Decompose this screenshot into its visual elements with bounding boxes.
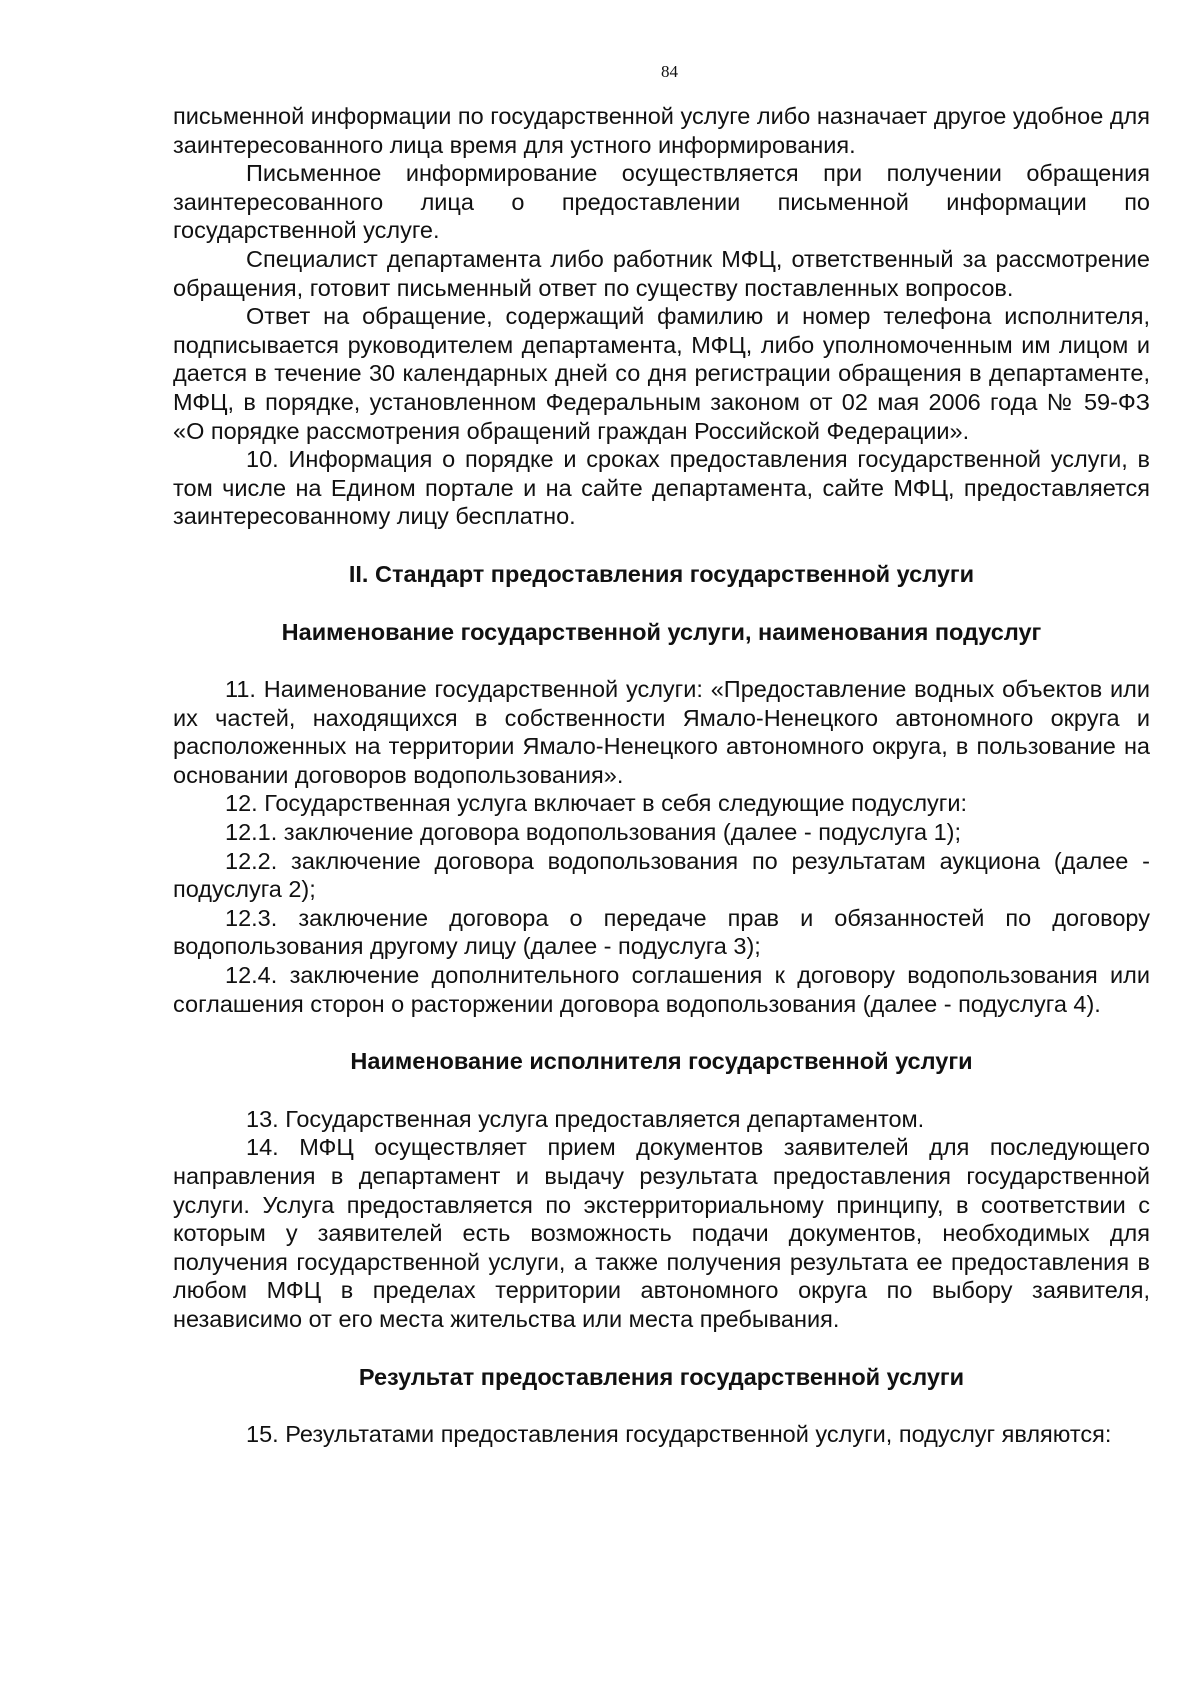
paragraph: 13. Государственная услуга предоставляется департаментом. (246, 1105, 925, 1132)
paragraph: 14. МФЦ осуществляет прием документов заявителей для последующего направления в департамент и выдачу результата предоставления государственной услуги. Услуга предоставляется по экстерриториальному принципу, в соответствии с которым у заявителей есть возможность подачи документов, необходимых для получения государственной услуги, а также получения результата ее предоставления в любом МФЦ в пределах территории автономного округа по выбору заявителя, независимо от его места жительства или места пребывания. (173, 1134, 1150, 1332)
list-item: 12.2. заключение договора водопользования по результатам аукциона (далее - подуслуга 2); (173, 847, 1150, 903)
paragraph: 10. Информация о порядке и сроках предоставления государственной услуги, в том числе на Едином портале и на сайте департамента, сайте МФЦ, предоставляется заинтересованному лицу бесплатно. (173, 446, 1150, 530)
paragraph: 11. Наименование государственной услуги: «Предоставление водных объектов или их частей, находящихся в собственности Ямало-Ненецкого автономного округа и расположенных на территории Ямало-Ненецкого автономного округа, в пользование на основании договоров водопользования». (173, 676, 1150, 788)
document-page (173, 62, 1150, 1449)
list-item: 12.3. заключение договора о передаче прав и обязанностей по договору водопользования другому лицу (далее - подуслуга 3); (173, 904, 1150, 960)
paragraph: Ответ на обращение, содержащий фамилию и номер телефона исполнителя, подписывается руководителем департамента, МФЦ, либо уполномоченным им лицом и дается в течение 30 календарных дней со дня регистрации обращения в департаменте, МФЦ, в порядке, установленном Федеральным законом от 02 мая 2006 года № 59-ФЗ «О порядке рассмотрения обращений граждан Российской Федерации». (173, 303, 1150, 444)
page-number: 84 (661, 62, 678, 81)
subsection-heading: Наименование государственной услуги, наименования подуслуг (281, 618, 1042, 645)
section-heading: II. Стандарт предоставления государственной услуги (348, 560, 975, 587)
paragraph: письменной информации по государственной услуге либо назначает другое удобное для заинтересованного лица время для устного информирования. (173, 103, 1150, 158)
paragraph: 12. Государственная услуга включает в себя следующие подуслуги: (225, 790, 968, 817)
subsection-heading: Наименование исполнителя государственной услуги (350, 1048, 973, 1075)
subsection-heading: Результат предоставления государственной услуги (358, 1363, 965, 1390)
paragraph: 15. Результатами предоставления государственной услуги, подуслуг являются: (246, 1421, 1112, 1448)
paragraph: Специалист департамента либо работник МФЦ, ответственный за рассмотрение обращения, готовит письменный ответ по существу поставленных вопросов. (173, 245, 1150, 301)
paragraph: Письменное информирование осуществляется при получении обращения заинтересованного лица о предоставлении письменной информации по государственной услуге. (173, 160, 1150, 244)
list-item: 12.4. заключение дополнительного соглашения к договору водопользования или соглашения сторон о расторжении договора водопользования (далее - подуслуга 4). (173, 962, 1150, 1017)
list-item: 12.1. заключение договора водопользования (далее - подуслуга 1); (225, 819, 962, 846)
